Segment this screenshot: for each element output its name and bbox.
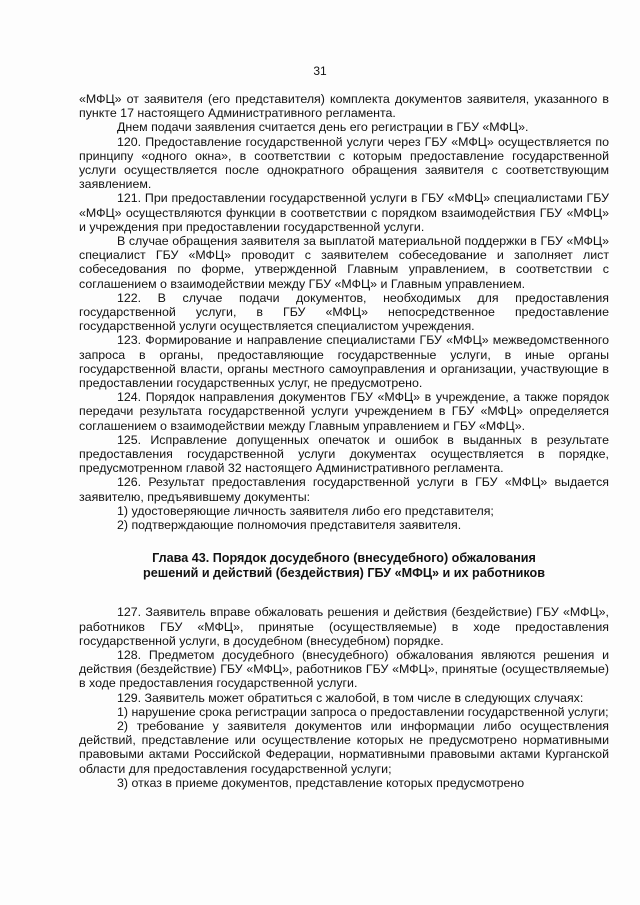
- paragraph: 2) подтверждающие полномочия представителя заявителя.: [117, 518, 462, 533]
- paragraph: 127. Заявитель вправе обжаловать решения и действия (бездействие) ГБУ «МФЦ», работников ГБУ «МФЦ», принятые (осуществляемые) в ходе предоставления государственной услуги, в досудебном (внесудебном) порядке.: [79, 605, 609, 648]
- paragraph: 124. Порядок направления документов ГБУ «МФЦ» в учреждение, а также порядок передачи результата государственной услуги учреждением в ГБУ «МФЦ» определяется соглашением о взаимодействии между Главным управлением и ГБУ «МФЦ».: [79, 390, 609, 433]
- section-paragraphs-top: [79, 92, 609, 532]
- paragraph: 122. В случае подачи документов, необходимых для предоставления государственной услуги, в ГБУ «МФЦ» непосредственное предоставление государственной услуги осуществляется специалистом учреждения.: [79, 290, 609, 334]
- paragraph: 126. Результат предоставления государственной услуги в ГБУ «МФЦ» выдается заявителю, предъявившему документы:: [79, 475, 609, 504]
- paragraph: «МФЦ» от заявителя (его представителя) комплекта документов заявителя, указанного в пункте 17 настоящего Административного регламента.: [79, 92, 609, 121]
- paragraph: 123. Формирование и направление специалистами ГБУ «МФЦ» межведомственного запроса в органы, предоставляющие государственные услуги, в иные органы государственной власти, органы местного самоуправления и организации, участвующие в предоставлении государственных услуг, не предусмотрено.: [79, 333, 609, 391]
- document-body: [79, 92, 609, 790]
- page-number: 31: [313, 64, 327, 78]
- section-paragraphs-bottom: [79, 605, 609, 790]
- paragraph: 3) отказ в приеме документов, представление которых предусмотрено: [117, 775, 525, 790]
- chapter-heading: [79, 551, 609, 581]
- paragraph: 125. Исправление допущенных опечаток и ошибок в выданных в результате предоставления государственной услуги документах осуществляется в порядке, предусмотренном главой 32 настоящего Административного регламента.: [79, 432, 609, 476]
- paragraph: 1) нарушение срока регистрации запроса о предоставлении государственной услуги;: [117, 704, 609, 719]
- paragraph: 121. При предоставлении государственной услуги в ГБУ «МФЦ» специалистами ГБУ «МФЦ» осуществляются функции в соответствии с порядком взаимодействия ГБУ «МФЦ» и учреждения при предоставлении государственной услуги.: [79, 191, 609, 234]
- paragraph: 128. Предметом досудебного (внесудебного) обжалования являются решения и действия (бездействие) ГБУ «МФЦ», работников ГБУ «МФЦ», принятые (осуществляемые) в ходе предоставления государственной услуги.: [79, 647, 609, 691]
- paragraph: В случае обращения заявителя за выплатой материальной поддержки в ГБУ «МФЦ» специалист ГБУ «МФЦ» проводит с заявителем собеседование и заполняет лист собеседования по форме, утвержденной Главным управлением, в соответствии с соглашением о взаимодействии между ГБУ «МФЦ» и Главным управлением.: [79, 234, 609, 291]
- paragraph: 129. Заявитель может обратиться с жалобой, в том числе в следующих случаях:: [117, 690, 584, 705]
- paragraph: 1) удостоверяющие личность заявителя либо его представителя;: [117, 503, 494, 518]
- paragraph: Днем подачи заявления считается день его регистрации в ГБУ «МФЦ».: [117, 120, 529, 135]
- chapter-heading-line-2: решений и действий (бездействия) ГБУ «МФЦ» и их работников: [143, 566, 545, 581]
- paragraph: 120. Предоставление государственной услуги через ГБУ «МФЦ» осуществляется по принципу «одного окна», в соответствии с которым предоставление государственной услуги осуществляется после однократного обращения заявителя с соответствующим заявлением.: [79, 134, 609, 192]
- paragraph: 2) требование у заявителя документов или информации либо осуществления действий, представление или осуществление которых не предусмотрено нормативными правовыми актами Российской Федерации, нормативными правовыми актами Курганской области для предоставления государственной услуги;: [79, 718, 609, 776]
- chapter-heading-line-1: Глава 43. Порядок досудебного (внесудебного) обжалования: [152, 551, 536, 566]
